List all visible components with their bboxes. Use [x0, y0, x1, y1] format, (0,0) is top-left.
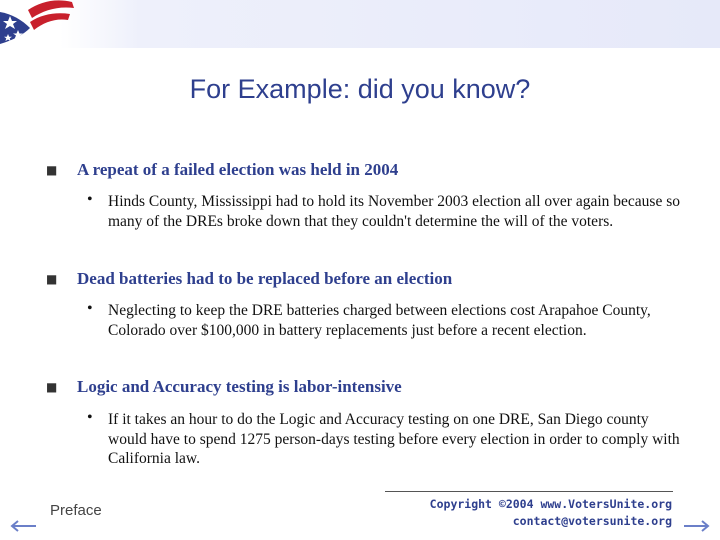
sub-bullet-text: If it takes an hour to do the Logic and Accuracy testing on one DRE, San Diego county would have to spend 1275 person-days testing before every election in order to comply with California law. [108, 411, 680, 467]
flag-star-logo-icon [0, 0, 80, 50]
dot-bullet-icon: • [87, 300, 93, 317]
square-bullet-icon: ■ [46, 272, 58, 286]
dot-bullet-icon: • [87, 409, 93, 426]
slide-nav [10, 518, 710, 534]
footer-divider [385, 491, 673, 492]
slide-title: For Example: did you know? [189, 74, 531, 104]
square-bullet-icon: ■ [46, 163, 58, 177]
bullet-heading: Logic and Accuracy testing is labor-intensive [77, 377, 402, 396]
footer-copyright: Copyright ©2004 www.VotersUnite.org [429, 497, 672, 511]
sub-bullet-text: Hinds County, Mississippi had to hold its November 2003 election all over again because so many of the DREs broke down that they couldn't determine the will of the voters. [108, 193, 680, 230]
footer-section-label: Preface [50, 502, 102, 519]
dot-bullet-icon: • [87, 191, 93, 208]
header-band [0, 0, 720, 48]
bullet-heading: A repeat of a failed election was held in 2004 [77, 160, 399, 179]
arrow-right-icon[interactable] [684, 521, 708, 531]
arrow-left-icon[interactable] [12, 521, 36, 531]
footer-contact: contact@votersunite.org [512, 514, 672, 528]
square-bullet-icon: ■ [46, 380, 58, 394]
bullet-heading: Dead batteries had to be replaced before an election [77, 269, 453, 288]
sub-bullet-text: Neglecting to keep the DRE batteries charged between elections cost Arapahoe County, Colorado over $100,000 in battery replacements just before a recent election. [108, 302, 651, 339]
